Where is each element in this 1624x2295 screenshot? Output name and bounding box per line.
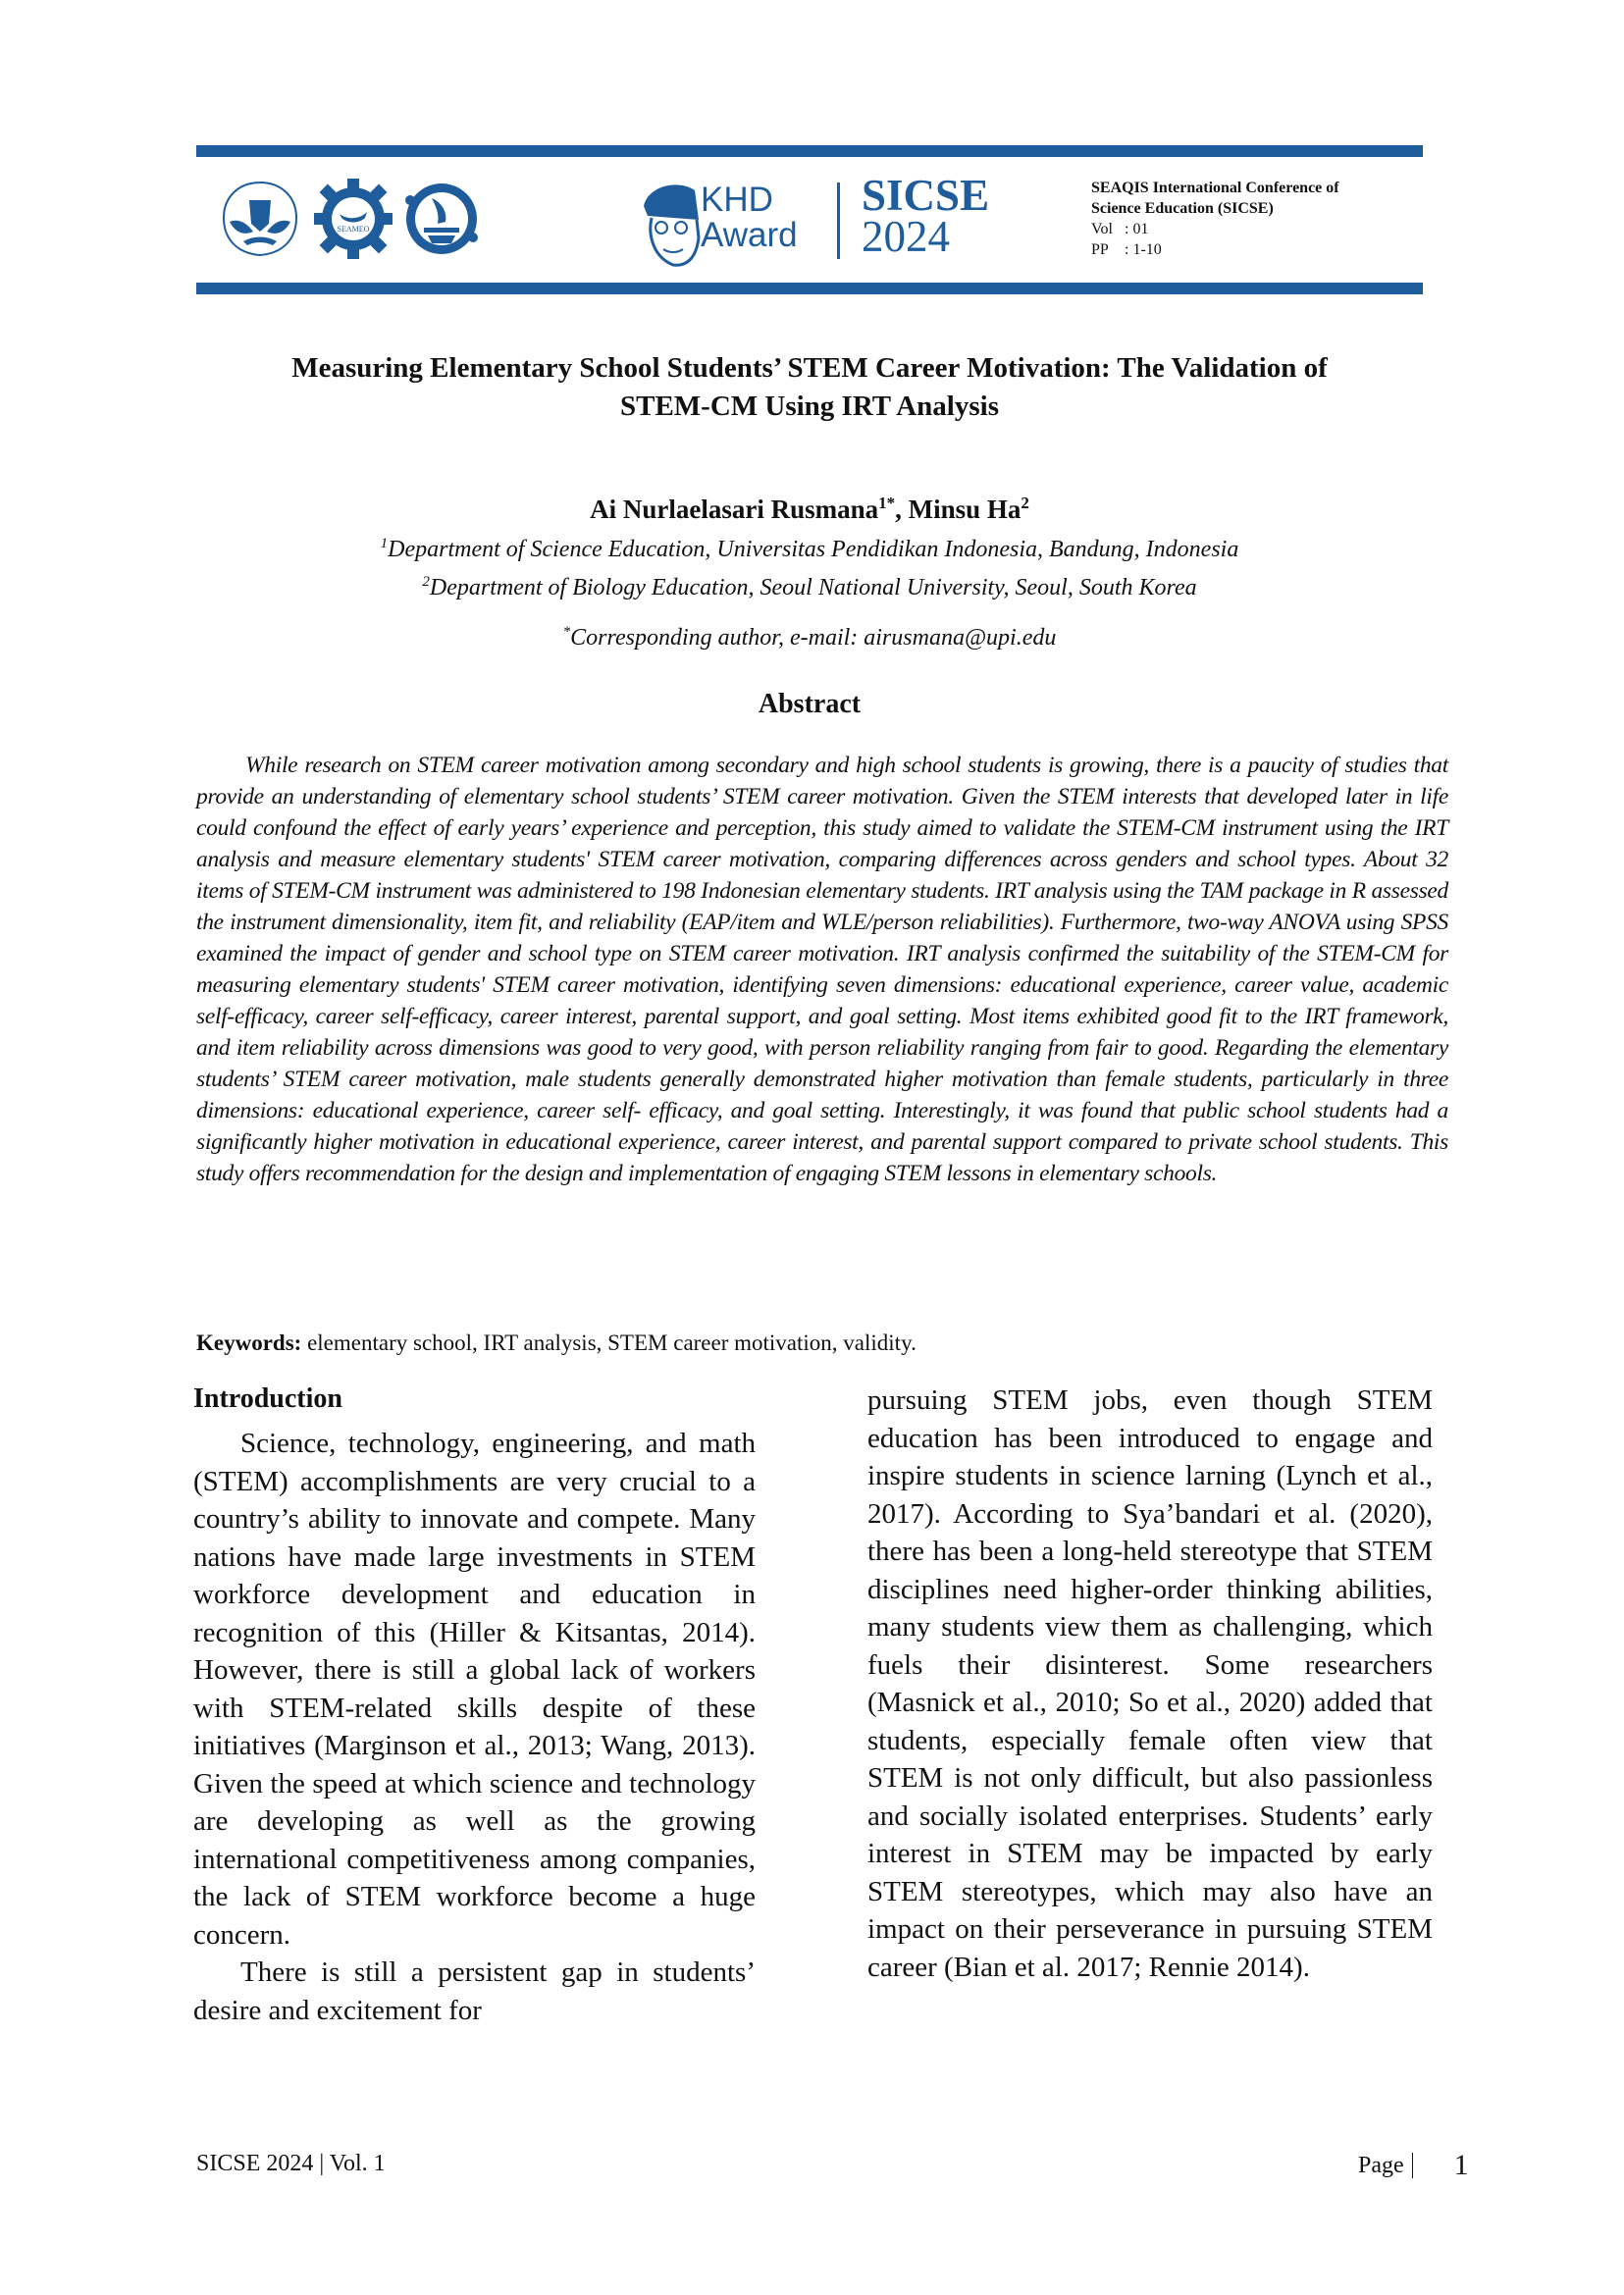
sicse-label: SICSE (862, 171, 990, 220)
header-bottom-rule (196, 283, 1423, 294)
conference-name-line2: Science Education (SICSE) (1091, 200, 1274, 217)
page-label: Page (1358, 2152, 1404, 2178)
author-name: Ai Nurlaelasari Rusmana (590, 495, 879, 524)
keywords-list: elementary school, IRT analysis, STEM career motivation, validity. (301, 1330, 917, 1355)
sicse-year: 2024 (862, 212, 950, 261)
affiliation-mark: 2 (422, 574, 430, 590)
intro-paragraph: Science, technology, engineering, and math (STEM) accomplishments are very crucial to a country’s ability to innovate and compete. Many nations have made large investments in STEM workforce development and education in recognition of this (Hiller & Kitsantas, 2014). However, there is still a global lack of workers with STEM-related skills despite of these initiatives (Marginson et al., 2013; Wang, 2013). Given the speed at which science and technology are developing as well as the growing international competitiveness among companies, the lack of STEM workforce become a huge concern. (193, 1428, 756, 1951)
intro-paragraph-continued: pursuing STEM jobs, even though STEM education has been introduced to engage and inspire students in science larning (Lynch et al., 2017). According to Sya’bandari et al. (2020), there has been a long-held stereotype that STEM disciplines need higher-order thinking abilities, many students view them as challenging, which fuels their disinterest. Some researchers (Masnick et al., 2010; So et al., 2020) added that students, especially female often view that STEM is not only difficult, but also passionless and socially isolated enterprises. Students’ early interest in STEM may be impacted by early STEM stereotypes, which may also have an impact on their perseverance in pursuing STEM career (Bian et al. 2017; Rennie 2014). (867, 1384, 1433, 1983)
affiliation-1 (196, 528, 1423, 566)
author-name: Minsu Ha (908, 495, 1022, 524)
volume-label: Vol (1091, 221, 1113, 237)
affiliations (196, 528, 1423, 604)
tut-wuri-handayani-logo (220, 179, 300, 259)
logo-divider (837, 183, 840, 259)
sicse-2024-logo (862, 171, 990, 261)
page-divider (1412, 2153, 1413, 2178)
pages-row (1091, 239, 1339, 260)
khd-award-text (701, 183, 798, 253)
affiliation-text: Department of Science Education, Universitas Pendidikan Indonesia, Bandung, Indonesia (388, 537, 1239, 562)
khd-label: KHD (701, 181, 773, 219)
corresponding-text: Corresponding author, e-mail: airusmana@upi.edu (570, 625, 1057, 651)
affiliation-2 (196, 566, 1423, 604)
body-column-left (193, 1382, 756, 2029)
footer-page (1358, 2149, 1469, 2182)
seameo-logo (314, 175, 393, 263)
award-label: Award (701, 216, 798, 254)
corresponding-author (196, 624, 1423, 652)
footer-journal-info: SICSE 2024 | Vol. 1 (196, 2151, 386, 2176)
page-number: 1 (1453, 2149, 1469, 2181)
author-affiliation-mark: 2 (1021, 494, 1029, 512)
corresponding-mark: * (562, 624, 571, 640)
seaqis-logo (402, 179, 481, 259)
author-affiliation-mark: 1* (878, 494, 896, 512)
affiliation-mark: 1 (380, 536, 389, 551)
pages-label: PP (1091, 241, 1109, 258)
paper-title-line2: STEM-CM Using IRT Analysis (619, 391, 999, 422)
paper-title (196, 349, 1423, 426)
volume-value: : 01 (1125, 221, 1149, 237)
conference-name-line1: SEAQIS International Conference of (1091, 180, 1339, 196)
abstract-heading: Abstract (758, 689, 862, 719)
keywords (196, 1330, 917, 1356)
khd-award-portrait-icon (638, 177, 707, 276)
volume-row (1091, 219, 1339, 239)
pages-value: : 1-10 (1125, 241, 1162, 258)
paper-title-line1: Measuring Elementary School Students’ STEM Career Motivation: The Validation of (291, 352, 1328, 384)
author-separator: , (895, 495, 909, 524)
intro-paragraph: There is still a persistent gap in students’ desire and excitement for (193, 1956, 756, 2026)
header-top-rule (196, 145, 1423, 157)
abstract-body: While research on STEM career motivation among secondary and high school students is growing, there is a paucity of studies that provide an understanding of elementary school students’ STEM career motivation. Given the STEM interests that developed later in life could confound the effect of early years’ experience and perception, this study aimed to validate the STEM-CM instrument using the IRT analysis and measure elementary students' STEM career motivation, comparing differences across genders and school types. About 32 items of STEM-CM instrument was administered to 198 Indonesian elementary students. IRT analysis using the TAM package in R assessed the instrument dimensionality, item fit, and reliability (EAP/item and WLE/person reliabilities). Furthermore, two-way ANOVA using SPSS examined the impact of gender and school type on STEM career motivation. IRT analysis confirmed the suitability of the STEM-CM for measuring elementary students' STEM career motivation, identifying seven dimensions: educational experience, career value, academic self-efficacy, career self-efficacy, career interest, parental support, and goal setting. Most items exhibited good fit to the IRT framework, and item reliability across dimensions was good to very good, with person reliability ranging from fair to good. Regarding the elementary students’ STEM career motivation, male students generally demonstrated higher motivation than female students, particularly in three dimensions: educational experience, career self- efficacy, and goal setting. Interestingly, it was found that public school students had a significantly higher motivation in educational experience, career interest, and parental support compared to private school students. This study offers recommendation for the design and implementation of engaging STEM lessons in elementary schools. (196, 753, 1448, 1186)
affiliation-text: Department of Biology Education, Seoul National University, Seoul, South Korea (429, 575, 1197, 600)
keywords-label: Keywords: (196, 1330, 302, 1355)
body-column-right (867, 1382, 1433, 1986)
conference-info (1091, 178, 1339, 260)
introduction-heading: Introduction (193, 1383, 342, 1414)
author-list (196, 494, 1423, 525)
seameo-logo-text: SEAMEO (337, 225, 370, 234)
